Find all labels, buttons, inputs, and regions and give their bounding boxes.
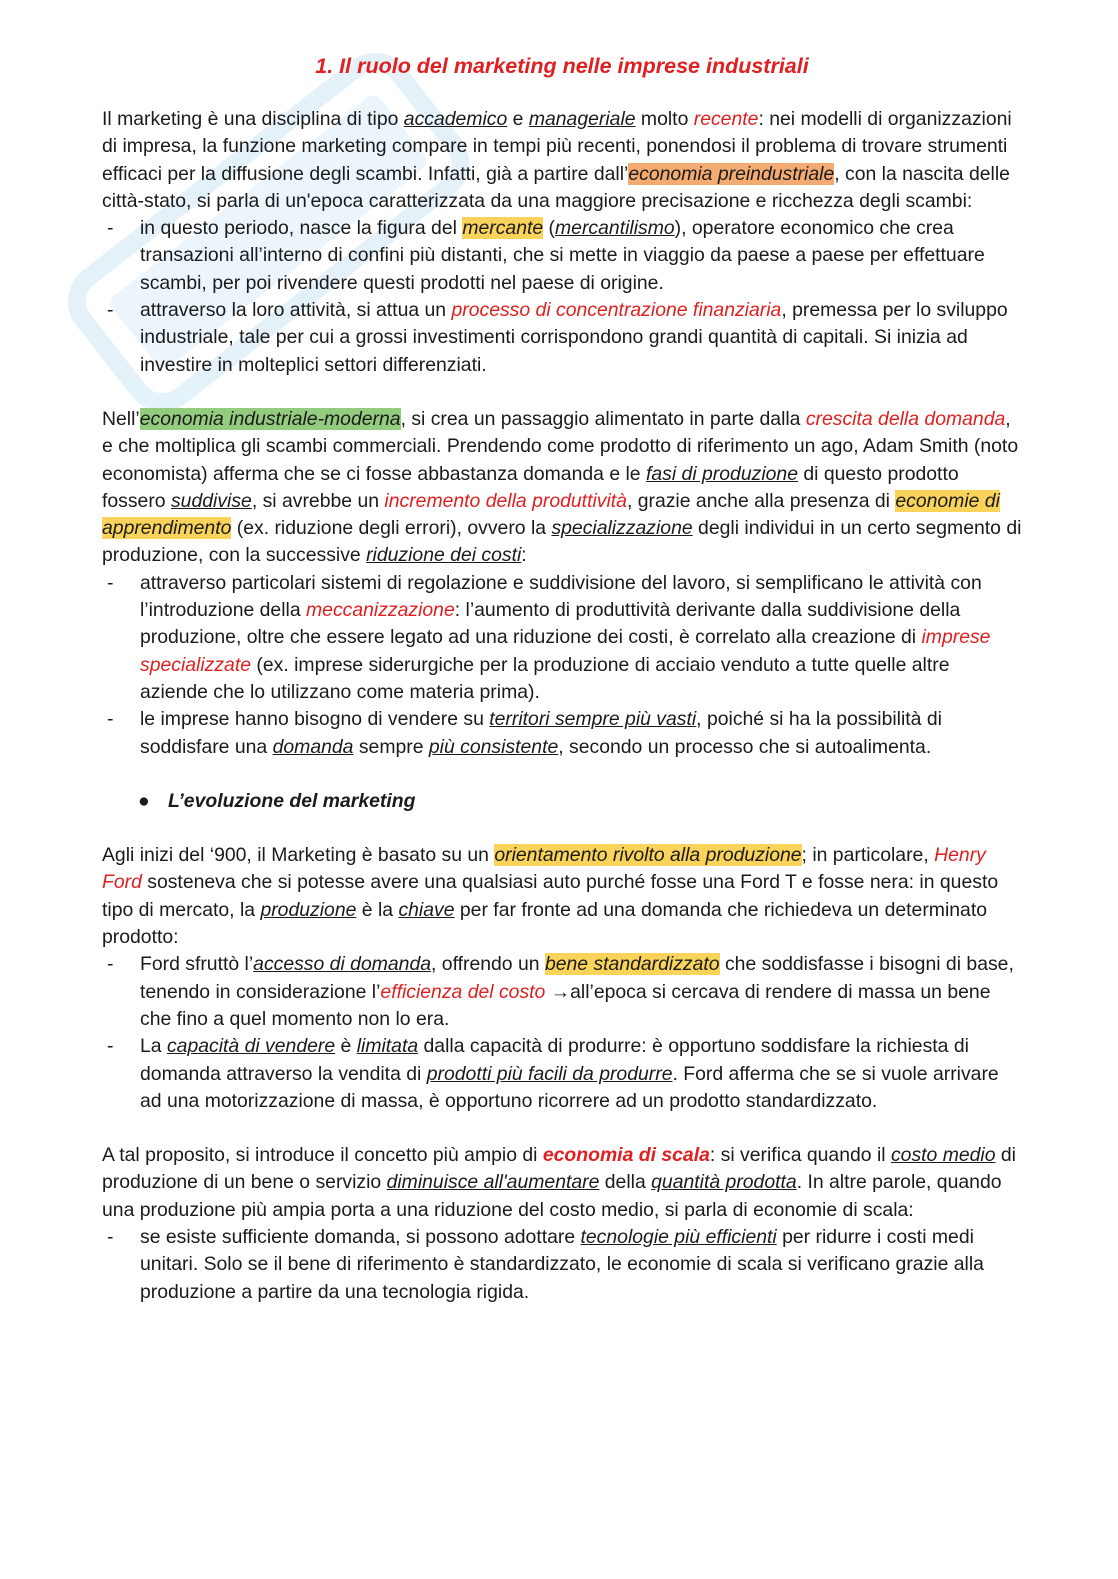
text: ( [543, 217, 556, 240]
underlined-term: manageriale [528, 108, 636, 130]
text: . Ford afferma che se si vuole arrivare ad una motorizzazione di massa, è opportuno ricorrere ad un prodotto standardizzato. [140, 1062, 999, 1112]
paragraph-scale [102, 1142, 1022, 1224]
text: Nell’ [102, 407, 140, 430]
red-term: crescita della domanda [805, 407, 1006, 430]
highlighted-term: economie di apprendimento [102, 489, 1000, 540]
text: è la [356, 898, 399, 921]
text: sempre [353, 735, 429, 758]
page-title: 1. Il ruolo del marketing nelle imprese industriali [315, 54, 809, 78]
underlined-term: riduzione dei costi [366, 544, 522, 567]
underlined-term: accesso di domanda [253, 953, 432, 976]
text: in questo periodo, nasce la figura del [140, 217, 463, 240]
list-item [102, 215, 1022, 297]
paragraph-intro [102, 106, 1022, 215]
underlined-term: mercantilismo [555, 217, 675, 240]
text: , con la nascita delle città-stato, si parla di un'epoca caratterizzata da una maggiore precisazione e ricchezza degli scambi: [102, 162, 1010, 212]
underlined-term: domanda [272, 735, 354, 758]
highlighted-term: mercante [462, 217, 544, 240]
list-item [102, 1224, 1022, 1306]
list-industrial [102, 570, 1022, 761]
text: →all’epoca si cercava di rendere di massa un bene che fino a quel momento non lo era. [140, 980, 991, 1030]
list-item [102, 951, 1022, 1033]
red-term: Henry Ford [102, 844, 986, 894]
red-term: incremento della produttività [384, 489, 627, 512]
text: di questo prodotto fossero [102, 462, 959, 512]
paragraph-industrial [102, 406, 1022, 570]
paragraph-gap [102, 379, 1022, 406]
section-heading [102, 788, 1022, 815]
list-item [102, 706, 1022, 761]
underlined-term: specializzazione [551, 517, 693, 540]
paragraph-ford [102, 842, 1022, 951]
highlighted-term: economia industriale-moderna [139, 407, 401, 430]
text: , si crea un passaggio alimentato in parte dalla [400, 407, 806, 430]
text: che soddisfasse i bisogni di base, tenendo in considerazione l’ [140, 953, 1014, 1003]
text: per ridurre i costi medi unitari. Solo se il bene di riferimento è standardizzato, le economie di scala si verificano grazie alla produzione a partire da una tecnologia rigida. [140, 1225, 984, 1303]
underlined-term: capacità di vendere [166, 1035, 336, 1058]
text: Ford sfruttò l’ [140, 953, 254, 976]
underlined-term: suddivise [170, 489, 252, 512]
list-item [102, 1033, 1022, 1115]
list-item [102, 297, 1022, 379]
text: (ex. imprese siderurgiche per la produzione di acciaio venduto a tutte quelle altre aziende che lo utilizzano come materia prima). [140, 653, 950, 703]
underlined-term: più consistente [428, 735, 559, 758]
underlined-term: prodotti più facili da produrre [426, 1062, 673, 1085]
red-term: meccanizzazione [306, 599, 455, 622]
text: : nei modelli di organizzazioni di impresa, la funzione marketing compare in tempi più recenti, ponendosi il problema di trovare strumenti efficaci per la diffusione degli scambi. Infatti, già a partire dall’ [102, 108, 1012, 185]
text: , secondo un processo che si autoalimenta. [558, 735, 932, 758]
text: Il marketing è una disciplina di tipo [102, 108, 404, 130]
red-term: efficienza del costo [380, 980, 546, 1003]
highlighted-term: orientamento rivolto alla produzione [494, 844, 802, 867]
underlined-term: chiave [398, 898, 455, 921]
text: molto [635, 108, 694, 130]
text: ; in particolare, [801, 844, 935, 867]
paragraph-gap [102, 761, 1022, 788]
bullet-icon: ● [138, 789, 150, 812]
red-term: recente [693, 108, 759, 130]
text: Agli inizi del ‘900, il Marketing è basato su un [102, 844, 495, 867]
underlined-term: tecnologie più efficienti [580, 1225, 777, 1248]
highlighted-term: bene standardizzato [544, 953, 720, 976]
text: degli individui in un certo segmento di produzione, con la successive [102, 517, 1022, 567]
underlined-term: limitata [356, 1035, 419, 1058]
text: : l’aumento di produttività derivante dalla suddivisione della produzione, oltre che essere legato ad una riduzione dei costi, è correlato alla creazione di [140, 599, 961, 649]
red-bold-term: economia di scala [542, 1144, 710, 1167]
section-heading-text: L’evoluzione del marketing [168, 789, 416, 812]
text: attraverso particolari sistemi di regolazione e suddivisione del lavoro, si semplificano le attività con l’introduzione della [140, 571, 982, 622]
text: le imprese hanno bisogno di vendere su [140, 708, 490, 731]
text: , grazie anche alla presenza di [626, 489, 896, 512]
list-preindustrial [102, 215, 1022, 379]
text: ), operatore economico che crea transazioni all’interno di confini più distanti, che si mette in viaggio da paese a paese per effettuare scambi, per poi rivendere questi prodotti nel paese di origine. [140, 217, 985, 294]
text: , premessa per lo sviluppo industriale, tale per cui a grossi investimenti corrispondono grandi quantità di capitali. Si inizia ad investire in molteplici settori differenziati. [140, 299, 1008, 376]
underlined-term: territori sempre più vasti [489, 708, 697, 731]
paragraph-gap [102, 815, 1022, 842]
list-item [102, 570, 1022, 706]
text: e [507, 108, 529, 130]
text: : [521, 544, 527, 567]
list-ford [102, 951, 1022, 1115]
text: La [140, 1035, 167, 1058]
text: (ex. riduzione degli errori), ovvero la [231, 517, 552, 540]
document-content [102, 51, 1022, 1306]
underlined-term: diminuisce all'aumentare [386, 1171, 600, 1194]
text: A tal proposito, si introduce il concetto più ampio di [102, 1144, 543, 1167]
text: , e che moltiplica gli scambi commerciali. Prendendo come prodotto di riferimento un ago, Adam Smith (noto economista) afferma che se ci fosse abbastanza domanda e le [102, 407, 1019, 485]
underlined-term: fasi di produzione [645, 462, 798, 485]
text: dalla capacità di produrre: è opportuno soddisfare la richiesta di domanda attraverso la vendita di [140, 1035, 969, 1085]
underlined-term: quantità prodotta [651, 1171, 797, 1194]
underlined-term: costo medio [890, 1144, 996, 1167]
text: della [599, 1171, 652, 1194]
text: . In altre parole, quando una produzione più ampia porta a una riduzione del costo medio, si parla di economie di scala: [102, 1171, 1002, 1221]
red-term: imprese specializzate [140, 626, 991, 676]
paragraph-gap [102, 1115, 1022, 1142]
text: , poiché si ha la possibilità di soddisfare una [140, 708, 942, 758]
text: attraverso la loro attività, si attua un [140, 299, 452, 322]
text: sosteneva che si potesse avere una qualsiasi auto purché fosse una Ford T e fosse nera: in questo tipo di mercato, la [102, 871, 999, 921]
text: per far fronte ad una domanda che richiedeva un determinato prodotto: [102, 898, 988, 949]
text: , si avrebbe un [251, 489, 385, 512]
underlined-term: produzione [260, 898, 357, 921]
list-scale [102, 1224, 1022, 1306]
text: di produzione di un bene o servizio [102, 1144, 1016, 1194]
underlined-term: accademico [403, 108, 508, 130]
text: è [335, 1035, 357, 1058]
text: se esiste sufficiente domanda, si possono adottare [140, 1225, 581, 1248]
text: : si verifica quando il [709, 1144, 891, 1167]
text: , offrendo un [431, 953, 545, 976]
red-term: processo di concentrazione finanziaria [451, 299, 782, 322]
highlighted-term: economia preindustriale [628, 162, 835, 185]
